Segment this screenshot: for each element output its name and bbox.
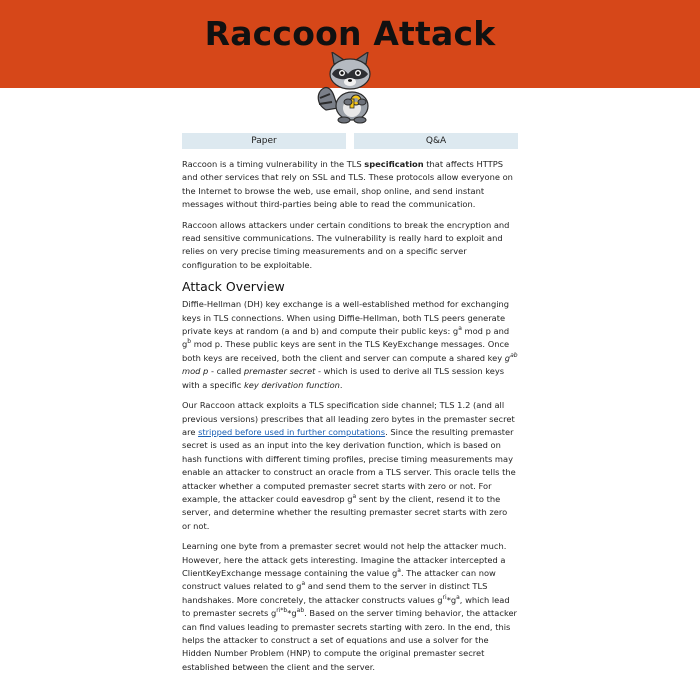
intro-paragraph-2: Raccoon allows attackers under certain conditions to break the encryption and read sensitive communications. The vulnerability is really hard to exploit and relies on very precise timing measurements and on a specific server configuration to be exploitable. [182, 219, 510, 270]
site-title: Raccoon Attack [204, 14, 496, 53]
main-content [182, 158, 518, 681]
nav-paper-button[interactable]: Paper [182, 133, 346, 149]
stripped-link[interactable]: stripped before used in further computations [198, 426, 386, 437]
attack-overview-heading: Attack Overview [182, 279, 285, 295]
top-nav [182, 133, 518, 149]
raccoon-mascot-icon [312, 52, 388, 124]
overview-paragraph-1: Diffie-Hellman (DH) key exchange is a well-established method for exchanging keys in TLS connections. When using Diffie-Hellman, both TLS peers generate private keys at random (a and b) and compute their public keys: $g^a$ mod p and $g^b$ mod p. These public keys are sent in the TLS KeyExchange messages. Once both keys are received, both the client and server can compute a shared key $g^{ab}$ mod p - called premaster secret - which is used to derive all TLS session keys with a specific key derivation function. [182, 299, 518, 390]
intro-paragraph-1: Raccoon is a timing vulnerability in the TLS specification that affects HTTPS and other services that rely on SSL and TLS. These protocols allow everyone on the Internet to browse the web, use email, shop online, and send instant messages without third-parties being able to read the communication. [182, 159, 513, 210]
overview-paragraph-3: Learning one byte from a premaster secret would not help the attacker much. However, here the attack gets interesting. Imagine the attacker intercepted a ClientKeyExchange message containing the value $g^a$. The attacker can now construct values related to $g^a$ and send them to the server in distinct TLS handshakes. More concretely, the attacker constructs values $g^{ri}*g^a$, which lead to premaster secrets $g^{ri*b}*g^{ab}$. Based on the server timing behavior, the attacker can find values leading to premaster secrets starting with zero. In the end, this helps the attacker to construct a set of equations and use a solver for the Hidden Number Problem (HNP) to compute the original premaster secret established between the client and the server. [182, 541, 517, 672]
nav-qa-button[interactable]: Q&A [354, 133, 518, 149]
overview-paragraph-2: Our Raccoon attack exploits a TLS specification side channel; TLS 1.2 (and all previous versions) prescribes that all leading zero bytes in the premaster secret are stripped before used in further computations. Since the resulting premaster secret is used as an input into the key derivation function, which is based on hash functions with different timing profiles, precise timing measurements may enable an attacker to construct an oracle from a TLS server. This oracle tells the attacker whether a computed premaster secret starts with zero or not. For example, the attacker could eavesdrop $g^a$ sent by the client, resend it to the server, and determine whether the resulting premaster secret starts with zero or not. [182, 400, 516, 531]
